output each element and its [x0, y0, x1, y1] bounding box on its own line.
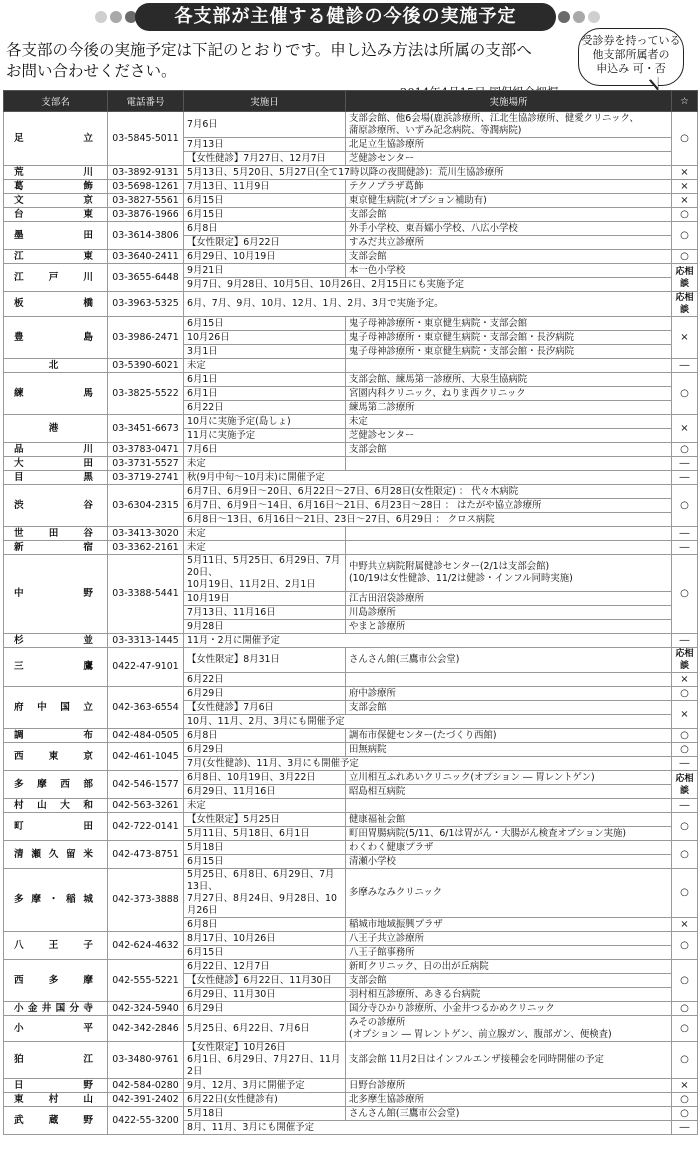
- date-cell: 7月13日、11月9日: [184, 180, 346, 194]
- place-cell: やまと診療所: [346, 620, 672, 634]
- date-cell: 5月18日: [184, 841, 346, 855]
- acceptance-status: ×: [672, 918, 698, 932]
- date-cell: 9月7日、9月28日、10月5日、10月26日、2月15日にも実施予定: [184, 278, 672, 292]
- table-row: [4, 208, 698, 222]
- table-body: [4, 112, 698, 1135]
- date-cell: 6月、7月、9月、10月、12月、1月、2月、3月で実施予定。: [184, 292, 672, 317]
- date-cell: 9月28日: [184, 620, 346, 634]
- place-cell: 鬼子母神診療所・東京健生病院・支部会館: [346, 317, 672, 331]
- acceptance-status: ―: [672, 541, 698, 555]
- acceptance-status: ×: [672, 673, 698, 687]
- phone-number: 03-3963-5325: [108, 292, 184, 317]
- branch-name: 文京: [4, 194, 108, 208]
- place-cell: 川島診療所: [346, 606, 672, 620]
- date-cell: 6月22日、12月7日: [184, 960, 346, 974]
- table-row: [4, 799, 698, 813]
- place-cell: 府中診療所: [346, 687, 672, 701]
- branch-name: 豊島: [4, 317, 108, 359]
- place-cell: 北足立生協診療所: [346, 138, 672, 152]
- column-header-date: 実施日: [184, 91, 346, 112]
- place-cell: 昭島相互病院: [346, 785, 672, 799]
- dot-light: [588, 11, 600, 23]
- phone-number: 042-473-8751: [108, 841, 184, 869]
- branch-name: 墨田: [4, 222, 108, 250]
- table-header-row: [4, 91, 698, 112]
- date-cell: 8月、11月、3月にも開催予定: [184, 1121, 672, 1135]
- acceptance-status: ○: [672, 373, 698, 415]
- place-cell: 鬼子母神診療所・東京健生病院・支部会館・長汐病院: [346, 345, 672, 359]
- date-cell: 7月6日: [184, 112, 346, 138]
- acceptance-status: ×: [672, 166, 698, 180]
- place-cell: わくわく健康プラザ: [346, 841, 672, 855]
- place-cell: 芝健診センター: [346, 152, 672, 166]
- branch-name: 多摩西部: [4, 771, 108, 799]
- date-cell: 6月29日: [184, 1002, 346, 1016]
- phone-number: 03-3876-1966: [108, 208, 184, 222]
- date-cell: 6月8日〜13日、6月16日〜21日、23日〜27日、6月29日 ： クロス病院: [184, 513, 672, 527]
- date-cell: 6月8日: [184, 729, 346, 743]
- phone-number: 03-3719-2741: [108, 471, 184, 485]
- place-cell: 支部会館: [346, 250, 672, 264]
- branch-name: 日野: [4, 1079, 108, 1093]
- place-cell: さんさん館(三鷹市公会堂): [346, 648, 672, 673]
- table-row: [4, 180, 698, 194]
- branch-name: 清瀬久留米: [4, 841, 108, 869]
- table-row: [4, 743, 698, 757]
- date-cell: 6月8日、10月19日、3月22日: [184, 771, 346, 785]
- branch-name: 八王子: [4, 932, 108, 960]
- place-cell: [346, 541, 672, 555]
- date-cell: 6月8日: [184, 222, 346, 236]
- acceptance-status: ○: [672, 1002, 698, 1016]
- phone-number: 03-3892-9131: [108, 166, 184, 180]
- branch-name: 西多摩: [4, 960, 108, 1002]
- phone-number: 03-3413-3020: [108, 527, 184, 541]
- table-row: [4, 317, 698, 331]
- branch-name: 中野: [4, 555, 108, 634]
- acceptance-status: ―: [672, 799, 698, 813]
- date-cell: 6月22日(女性健診有): [184, 1093, 346, 1107]
- table-row: [4, 373, 698, 387]
- acceptance-status: ×: [672, 415, 698, 443]
- phone-number: 042-391-2402: [108, 1093, 184, 1107]
- phone-number: 042-461-1045: [108, 743, 184, 771]
- date-cell: 6月8日: [184, 918, 346, 932]
- table-row: [4, 729, 698, 743]
- place-cell: [346, 799, 672, 813]
- date-cell: 7月6日: [184, 443, 346, 457]
- branch-name: 世田谷: [4, 527, 108, 541]
- table-row: [4, 771, 698, 785]
- phone-number: 03-5390-6021: [108, 359, 184, 373]
- phone-number: 03-3986-2471: [108, 317, 184, 359]
- acceptance-status: ×: [672, 701, 698, 729]
- branch-name: 江戸川: [4, 264, 108, 292]
- date-cell: 6月15日: [184, 855, 346, 869]
- acceptance-status: 応相談: [672, 648, 698, 673]
- table-row: [4, 1016, 698, 1042]
- place-cell: 芝健診センター: [346, 429, 672, 443]
- phone-number: 042-546-1577: [108, 771, 184, 799]
- table-row: [4, 166, 698, 180]
- acceptance-status: ○: [672, 485, 698, 527]
- table-row: [4, 1107, 698, 1121]
- acceptance-status: ○: [672, 1107, 698, 1121]
- date-cell: 10月、11月、2月、3月にも開催予定: [184, 715, 672, 729]
- acceptance-status: ○: [672, 208, 698, 222]
- dot-mid: [573, 11, 585, 23]
- place-cell: 田無病院: [346, 743, 672, 757]
- acceptance-status: ―: [672, 457, 698, 471]
- place-cell: 稲城市地域振興プラザ: [346, 918, 672, 932]
- dot-mid: [110, 11, 122, 23]
- date-cell: 5月25日、6月22日、7月6日: [184, 1016, 346, 1042]
- phone-number: 0422-55-3200: [108, 1107, 184, 1135]
- phone-number: 042-484-0505: [108, 729, 184, 743]
- right-dots: [558, 11, 600, 23]
- acceptance-status: ×: [672, 194, 698, 208]
- table-row: [4, 359, 698, 373]
- date-cell: 【女性限定】5月25日: [184, 813, 346, 827]
- table-row: [4, 250, 698, 264]
- acceptance-status: ○: [672, 1042, 698, 1079]
- place-cell: 日野台診療所: [346, 1079, 672, 1093]
- date-cell: 5月25日、6月8日、6月29日、7月13日、 7月27日、8月24日、9月28日、10月26日: [184, 869, 346, 918]
- speech-bubble: 受診券を持っている 他支部所属者の 申込み 可・否: [578, 28, 684, 86]
- table-row: [4, 932, 698, 946]
- date-cell: 5月11日、5月18日、6月1日: [184, 827, 346, 841]
- table-row: [4, 555, 698, 592]
- date-cell: 11月・2月に開催予定: [184, 634, 672, 648]
- acceptance-status: ―: [672, 471, 698, 485]
- place-cell: 本一色小学校: [346, 264, 672, 278]
- table-row: [4, 687, 698, 701]
- branch-name: 西東京: [4, 743, 108, 771]
- place-cell: [346, 527, 672, 541]
- date-cell: 6月29日: [184, 743, 346, 757]
- branch-name: 足立: [4, 112, 108, 166]
- branch-name: 品川: [4, 443, 108, 457]
- branch-name: 小金井国分寺: [4, 1002, 108, 1016]
- column-header-branch: 支部名: [4, 91, 108, 112]
- date-cell: 秋(9月中旬〜10月末)に開催予定: [184, 471, 672, 485]
- branch-name: 江東: [4, 250, 108, 264]
- acceptance-status: ○: [672, 443, 698, 457]
- branch-name: 練馬: [4, 373, 108, 415]
- phone-number: 042-373-3888: [108, 869, 184, 932]
- acceptance-status: 応相談: [672, 292, 698, 317]
- table-row: [4, 841, 698, 855]
- date-cell: 未定: [184, 457, 346, 471]
- table-row: [4, 443, 698, 457]
- acceptance-status: ○: [672, 1093, 698, 1107]
- date-cell: 6月29日: [184, 687, 346, 701]
- table-row: [4, 813, 698, 827]
- place-cell: 町田胃腸病院(5/11、6/1は胃がん・大腸がん検査オプション実施): [346, 827, 672, 841]
- date-cell: 5月18日: [184, 1107, 346, 1121]
- place-cell: 宮園内科クリニック、ねりま西クリニック: [346, 387, 672, 401]
- acceptance-status: ○: [672, 555, 698, 634]
- date-cell: 6月15日: [184, 946, 346, 960]
- acceptance-status: ○: [672, 813, 698, 841]
- place-cell: 練馬第二診療所: [346, 401, 672, 415]
- place-cell: [346, 457, 672, 471]
- left-dots: [95, 11, 137, 23]
- acceptance-status: ×: [672, 1079, 698, 1093]
- branch-name: 町田: [4, 813, 108, 841]
- place-cell: 支部会館、他6会場(鹿浜診療所、江北生協診療所、健愛クリニック、 蒲原診療所、いずみ記念病院、等潤病院): [346, 112, 672, 138]
- acceptance-status: ○: [672, 1016, 698, 1042]
- date-cell: 7月(女性健診)、11月、3月にも開催予定: [184, 757, 672, 771]
- date-cell: 6月22日: [184, 673, 346, 687]
- place-cell: 調布市保健センター(たづくり西館): [346, 729, 672, 743]
- acceptance-status: ○: [672, 960, 698, 1002]
- table-row: [4, 1093, 698, 1107]
- phone-number: 042-324-5940: [108, 1002, 184, 1016]
- phone-number: 03-5845-5011: [108, 112, 184, 166]
- date-cell: 未定: [184, 359, 346, 373]
- column-header-star: ☆: [672, 91, 698, 112]
- place-cell: 立川相互ふれあいクリニック(オプション ― 胃レントゲン): [346, 771, 672, 785]
- place-cell: 鬼子母神診療所・東京健生病院・支部会館・長汐病院: [346, 331, 672, 345]
- date-cell: 7月13日: [184, 138, 346, 152]
- date-cell: 8月17日、10月26日: [184, 932, 346, 946]
- phone-number: 03-3825-5522: [108, 373, 184, 415]
- phone-number: 03-3362-2161: [108, 541, 184, 555]
- branch-name: 村山大和: [4, 799, 108, 813]
- date-cell: 6月1日: [184, 387, 346, 401]
- table-row: [4, 1042, 698, 1079]
- acceptance-status: ○: [672, 250, 698, 264]
- phone-number: 042-624-4632: [108, 932, 184, 960]
- acceptance-status: 応相談: [672, 264, 698, 292]
- table-row: [4, 527, 698, 541]
- place-cell: 未定: [346, 415, 672, 429]
- intro-text: 各支部の今後の実施予定は下記のとおりです。申し込み方法は所属の支部へお問い合わせください。: [6, 41, 532, 80]
- place-cell: みその診療所 (オプション ― 胃レントゲン、前立腺ガン、腹部ガン、便検査): [346, 1016, 672, 1042]
- table-row: [4, 485, 698, 499]
- date-cell: 未定: [184, 541, 346, 555]
- date-cell: 10月26日: [184, 331, 346, 345]
- branch-name: 新宿: [4, 541, 108, 555]
- acceptance-status: ○: [672, 729, 698, 743]
- date-cell: 6月15日: [184, 194, 346, 208]
- place-cell: 八王子館事務所: [346, 946, 672, 960]
- date-cell: 6月15日: [184, 317, 346, 331]
- place-cell: 支部会館: [346, 974, 672, 988]
- place-cell: 支部会館 11月2日はインフルエンザ接種会を同時開催の予定: [346, 1042, 672, 1079]
- phone-number: 042-363-6554: [108, 687, 184, 729]
- place-cell: [346, 673, 672, 687]
- place-cell: テクノプラザ葛飾: [346, 180, 672, 194]
- acceptance-status: ○: [672, 932, 698, 960]
- table-row: [4, 415, 698, 429]
- place-cell: 支部会館: [346, 443, 672, 457]
- place-cell: [346, 359, 672, 373]
- column-header-place: 実施場所: [346, 91, 672, 112]
- acceptance-status: ×: [672, 317, 698, 359]
- place-cell: 新町クリニック、日の出が丘病院: [346, 960, 672, 974]
- date-cell: 6月1日: [184, 373, 346, 387]
- date-cell: 【女性限定】6月22日: [184, 236, 346, 250]
- branch-name: 狛江: [4, 1042, 108, 1079]
- branch-name: 渋谷: [4, 485, 108, 527]
- branch-name: 杉並: [4, 634, 108, 648]
- date-cell: 【女性限定】8月31日: [184, 648, 346, 673]
- phone-number: 03-3783-0471: [108, 443, 184, 457]
- date-cell: 6月29日、11月30日: [184, 988, 346, 1002]
- date-cell: 未定: [184, 527, 346, 541]
- table-row: [4, 112, 698, 138]
- acceptance-status: ○: [672, 841, 698, 869]
- phone-number: 03-3388-5441: [108, 555, 184, 634]
- place-cell: すみだ共立診療所: [346, 236, 672, 250]
- place-cell: 支部会館: [346, 208, 672, 222]
- branch-name: 小平: [4, 1016, 108, 1042]
- date-cell: 【女性限定】10月26日 6月1日、6月29日、7月27日、11月2日: [184, 1042, 346, 1079]
- date-cell: 6月29日、10月19日: [184, 250, 346, 264]
- phone-number: 03-3614-3806: [108, 222, 184, 250]
- phone-number: 042-555-5221: [108, 960, 184, 1002]
- date-cell: 5月13日、5月20日、5月27日(全て17時以降の夜間健診)：荒川生協診療所: [184, 166, 672, 180]
- phone-number: 042-722-0141: [108, 813, 184, 841]
- dot-dark: [558, 11, 570, 23]
- place-cell: 支部会館、練馬第一診療所、大泉生協病院: [346, 373, 672, 387]
- branch-name: 板橋: [4, 292, 108, 317]
- acceptance-status: ―: [672, 527, 698, 541]
- table-row: [4, 457, 698, 471]
- date-cell: 9月、12月、3月に開催予定: [184, 1079, 346, 1093]
- phone-number: 03-3313-1445: [108, 634, 184, 648]
- table-row: [4, 264, 698, 278]
- phone-number: 03-5698-1261: [108, 180, 184, 194]
- acceptance-status: 応相談: [672, 771, 698, 799]
- acceptance-status: ○: [672, 869, 698, 918]
- table-row: [4, 471, 698, 485]
- acceptance-status: ―: [672, 1121, 698, 1135]
- place-cell: 多摩みなみクリニック: [346, 869, 672, 918]
- phone-number: 042-563-3261: [108, 799, 184, 813]
- acceptance-status: ○: [672, 743, 698, 757]
- table-row: [4, 648, 698, 673]
- table-row: [4, 1079, 698, 1093]
- date-cell: 【女性健診】7月6日: [184, 701, 346, 715]
- branch-name: 府中国立: [4, 687, 108, 729]
- phone-number: 03-3827-5561: [108, 194, 184, 208]
- table-row: [4, 960, 698, 974]
- date-cell: 6月15日: [184, 208, 346, 222]
- table-row: [4, 222, 698, 236]
- phone-number: 0422-47-9101: [108, 648, 184, 687]
- branch-name: 荒川: [4, 166, 108, 180]
- branch-name: 港: [4, 415, 108, 443]
- date-cell: 6月7日、6月9日〜20日、6月22日〜27日、6月28日(女性限定) ： 代々木病院: [184, 485, 672, 499]
- phone-number: 042-342-2846: [108, 1016, 184, 1042]
- date-cell: 7月13日、11月16日: [184, 606, 346, 620]
- phone-number: 042-584-0280: [108, 1079, 184, 1093]
- table-row: [4, 292, 698, 317]
- table-row: [4, 1002, 698, 1016]
- column-header-phone: 電話番号: [108, 91, 184, 112]
- date-cell: 10月19日: [184, 592, 346, 606]
- acceptance-status: ○: [672, 222, 698, 250]
- table-row: [4, 194, 698, 208]
- place-cell: 外手小学校、東吾嬬小学校、八広小学校: [346, 222, 672, 236]
- phone-number: 03-3480-9761: [108, 1042, 184, 1079]
- acceptance-status: ―: [672, 757, 698, 771]
- place-cell: 健康福祉会館: [346, 813, 672, 827]
- place-cell: 北多摩生協診療所: [346, 1093, 672, 1107]
- phone-number: 03-3655-6448: [108, 264, 184, 292]
- place-cell: 中野共立病院附属健診センター(2/1は支部会館) (10/19は女性健診、11/2は健診・インフル同時実施): [346, 555, 672, 592]
- date-cell: 10月に実施予定(島しょ): [184, 415, 346, 429]
- date-cell: 11月に実施予定: [184, 429, 346, 443]
- place-cell: 八王子共立診療所: [346, 932, 672, 946]
- table-row: [4, 869, 698, 918]
- page-title: 各支部が主催する健診の今後の実施予定: [135, 3, 556, 31]
- date-cell: 9月21日: [184, 264, 346, 278]
- acceptance-status: ○: [672, 687, 698, 701]
- place-cell: 支部会館: [346, 701, 672, 715]
- place-cell: 江古田沼袋診療所: [346, 592, 672, 606]
- branch-name: 三鷹: [4, 648, 108, 687]
- branch-name: 調布: [4, 729, 108, 743]
- date-cell: 未定: [184, 799, 346, 813]
- phone-number: 03-6304-2315: [108, 485, 184, 527]
- acceptance-status: ○: [672, 112, 698, 166]
- branch-name: 大田: [4, 457, 108, 471]
- place-cell: 東京健生病院(オプション補助有): [346, 194, 672, 208]
- branch-name: 多摩・稲城: [4, 869, 108, 932]
- date-cell: 6月29日、11月16日: [184, 785, 346, 799]
- date-cell: 6月7日、6月9日〜14日、6月16日〜21日、6月23日〜28日 ： はたがや協立診療所: [184, 499, 672, 513]
- date-cell: 【女性健診】6月22日、11月30日: [184, 974, 346, 988]
- branch-name: 北: [4, 359, 108, 373]
- dot-light: [95, 11, 107, 23]
- place-cell: 清瀬小学校: [346, 855, 672, 869]
- acceptance-status: ―: [672, 634, 698, 648]
- date-cell: 3月1日: [184, 345, 346, 359]
- acceptance-status: ×: [672, 180, 698, 194]
- place-cell: 国分寺ひかり診療所、小金井つるかめクリニック: [346, 1002, 672, 1016]
- date-cell: 6月22日: [184, 401, 346, 415]
- date-cell: 【女性健診】7月27日、12月7日: [184, 152, 346, 166]
- phone-number: 03-3731-5527: [108, 457, 184, 471]
- phone-number: 03-3640-2411: [108, 250, 184, 264]
- branch-name: 台東: [4, 208, 108, 222]
- branch-name: 東村山: [4, 1093, 108, 1107]
- table-row: [4, 541, 698, 555]
- place-cell: 羽村相互診療所、あきる台病院: [346, 988, 672, 1002]
- date-cell: 5月11日、5月25日、6月29日、7月20日、 10月19日、11月2日、2月1日: [184, 555, 346, 592]
- schedule-table: [3, 90, 698, 1135]
- acceptance-status: ―: [672, 359, 698, 373]
- branch-name: 武蔵野: [4, 1107, 108, 1135]
- phone-number: 03-3451-6673: [108, 415, 184, 443]
- place-cell: さんさん館(三鷹市公会堂): [346, 1107, 672, 1121]
- branch-name: 葛飾: [4, 180, 108, 194]
- table-row: [4, 634, 698, 648]
- branch-name: 目黒: [4, 471, 108, 485]
